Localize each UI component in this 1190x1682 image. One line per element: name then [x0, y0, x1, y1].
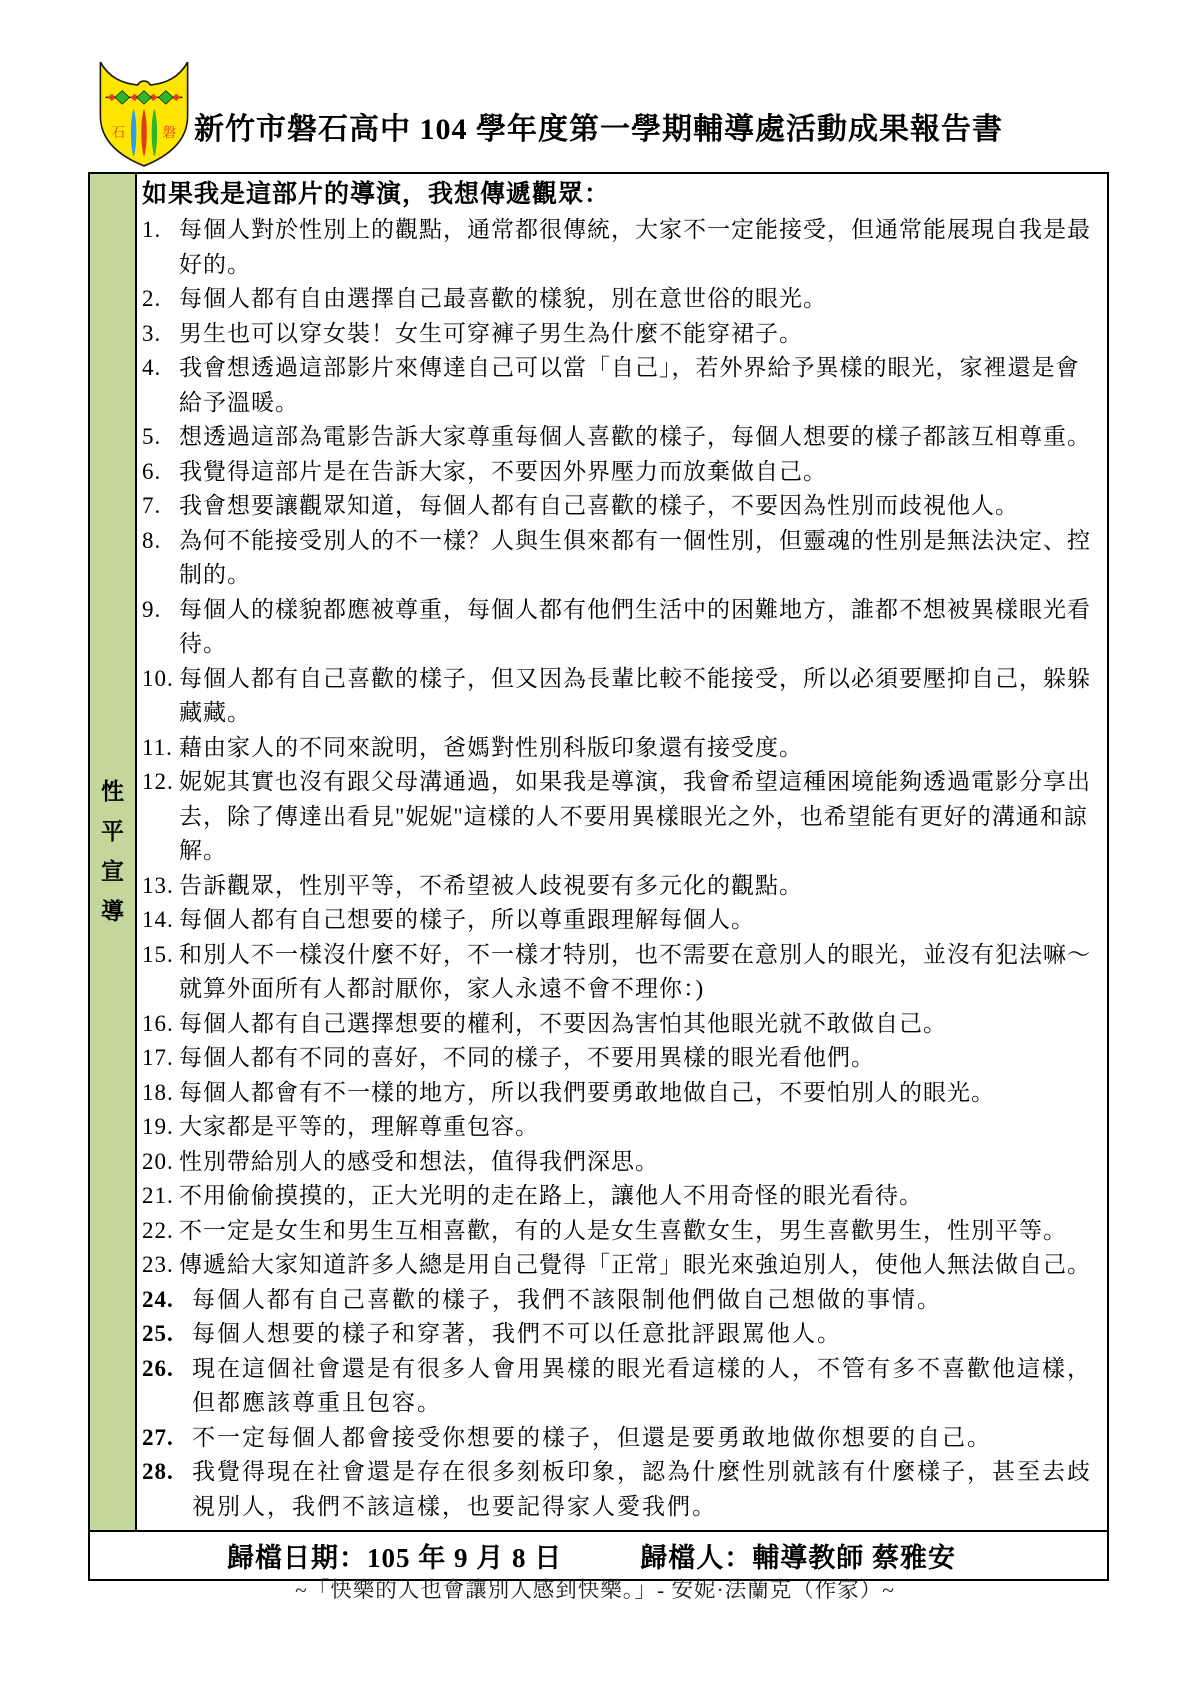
item-number: 18.	[142, 1079, 174, 1105]
content-heading: 如果我是這部片的導演，我想傳遞觀眾：	[142, 181, 611, 208]
item-number: 9.	[142, 596, 162, 622]
list-item	[142, 1076, 1101, 1111]
footer-quote: ~「快樂的人也會讓別人感到快樂。」- 安妮·法蘭克（作家）~	[295, 1578, 895, 1602]
item-text: 告訴觀眾，性別平等，不希望被人歧視要有多元化的觀點。	[179, 872, 803, 898]
item-number: 21.	[142, 1183, 174, 1208]
list-item	[142, 1214, 1101, 1249]
item-number: 22.	[142, 1217, 174, 1243]
item-text: 我覺得現在社會還是存在很多刻板印象，認為什麼性別就該有什麼樣子，甚至去歧視別人，我們不該這樣，也要記得家人愛我們。	[192, 1459, 1092, 1519]
item-text: 男生也可以穿女裝！女生可穿褲子男生為什麼不能穿裙子。	[179, 320, 803, 346]
item-number: 15.	[142, 941, 174, 967]
item-text: 我會想透過這部影片來傳達自己可以當「自己」，若外界給予異樣的眼光，家裡還是會給予溫暖。	[179, 355, 1080, 415]
list-item	[142, 213, 1101, 282]
item-text: 傳遞給大家知道許多人總是用自己覺得「正常」眼光來強迫別人，使他人無法做自己。	[179, 1252, 1091, 1277]
item-number: 27.	[142, 1424, 174, 1450]
list-item	[142, 317, 1101, 352]
list-item	[142, 282, 1101, 317]
item-text: 每個人都有自由選擇自己最喜歡的樣貌，別在意世俗的眼光。	[179, 286, 827, 311]
filing-date: 歸檔日期：105 年 9 月 8 日	[227, 1543, 563, 1573]
list-item	[142, 1421, 1101, 1456]
list-item	[142, 1110, 1101, 1145]
item-text: 我會想要讓觀眾知道，每個人都有自己喜歡的樣子，不要因為性別而歧視他人。	[179, 493, 1019, 518]
item-text: 藉由家人的不同來說明，爸媽對性別科版印象還有接受度。	[179, 734, 803, 760]
item-text: 妮妮其實也沒有跟父母溝通過，如果我是導演，我會希望這種困境能夠透過電影分享出去，除了傳達出看見"妮妮"這樣的人不要用異樣眼光之外，也希望能有更好的溝通和諒解。	[179, 769, 1091, 863]
item-text: 不用偷偷摸摸的，正大光明的走在路上，讓他人不用奇怪的眼光看待。	[179, 1183, 923, 1208]
item-number: 2.	[142, 286, 162, 311]
list-item	[142, 731, 1101, 766]
item-text: 每個人都有自己選擇想要的權利，不要因為害怕其他眼光就不敢做自己。	[179, 1010, 947, 1036]
item-text: 每個人都有不同的喜好，不同的樣子，不要用異樣的眼光看他們。	[179, 1045, 875, 1070]
category-label: 性平宣導	[101, 778, 124, 925]
item-text: 每個人的樣貌都應被尊重，每個人都有他們生活中的困難地方，誰都不想被異樣眼光看待。	[179, 596, 1091, 656]
item-number: 24.	[142, 1286, 174, 1312]
item-text: 每個人對於性別上的觀點，通常都很傳統，大家不一定能接受，但通常能展現自我是最好的。	[179, 217, 1091, 277]
list-item	[142, 1179, 1101, 1214]
item-number: 8.	[142, 527, 162, 553]
item-text: 每個人都會有不一樣的地方，所以我們要勇敢地做自己，不要怕別人的眼光。	[179, 1079, 995, 1105]
list-item	[142, 489, 1101, 524]
list-item	[142, 524, 1101, 593]
item-text: 為何不能接受別人的不一樣？人與生俱來都有一個性別，但靈魂的性別是無法決定、控制的。	[179, 527, 1091, 587]
item-text: 想透過這部為電影告訴大家尊重每個人喜歡的樣子，每個人想要的樣子都該互相尊重。	[179, 424, 1091, 449]
item-number: 5.	[142, 424, 162, 449]
item-number: 28.	[142, 1459, 174, 1484]
item-number: 25.	[142, 1321, 174, 1346]
list-item	[142, 1248, 1101, 1283]
filing-row	[90, 1532, 1107, 1579]
item-number: 12.	[142, 769, 174, 794]
list-item	[142, 765, 1101, 869]
item-text: 和別人不一樣沒什麼不好，不一樣才特別，也不需要在意別人的眼光，並沒有犯法嘛～就算外面所有人都討厭你，家人永遠不會不理你：)	[179, 941, 1091, 1001]
item-number: 13.	[142, 872, 174, 898]
item-number: 1.	[142, 217, 162, 242]
item-number: 10.	[142, 665, 174, 691]
response-list	[142, 213, 1101, 1524]
item-text: 每個人都有自己喜歡的樣子，我們不該限制他們做自己想做的事情。	[192, 1286, 942, 1312]
item-number: 17.	[142, 1045, 174, 1070]
item-text: 每個人想要的樣子和穿著，我們不可以任意批評跟罵他人。	[192, 1321, 842, 1346]
logo-right-char: 磐	[162, 124, 177, 140]
report-table	[88, 172, 1109, 1581]
item-text: 每個人都有自己喜歡的樣子，但又因為長輩比較不能接受，所以必須要壓抑自己，躲躲藏藏。	[179, 665, 1091, 725]
list-item	[142, 1283, 1101, 1318]
page-title: 新竹市磐石高中 104 學年度第一學期輔導處活動成果報告書	[194, 113, 1003, 146]
list-item	[142, 1352, 1101, 1421]
list-item	[142, 351, 1101, 420]
item-number: 26.	[142, 1355, 174, 1381]
list-item	[142, 1145, 1101, 1180]
item-text: 每個人都有自己想要的樣子，所以尊重跟理解每個人。	[179, 907, 755, 932]
item-number: 16.	[142, 1010, 174, 1036]
item-text: 現在這個社會還是有很多人會用異樣的眼光看這樣的人，不管有多不喜歡他這樣，但都應該尊重且包容。	[192, 1355, 1092, 1415]
item-text: 不一定每個人都會接受你想要的樣子，但還是要勇敢地做你想要的自己。	[192, 1424, 992, 1450]
item-number: 4.	[142, 355, 162, 380]
logo-left-char: 石	[111, 124, 126, 140]
category-cell	[90, 174, 137, 1530]
list-item	[142, 1455, 1101, 1524]
item-text: 大家都是平等的，理解尊重包容。	[179, 1114, 539, 1139]
item-number: 7.	[142, 493, 162, 518]
item-number: 14.	[142, 907, 174, 932]
list-item	[142, 662, 1101, 731]
list-item	[142, 869, 1101, 904]
item-text: 不一定是女生和男生互相喜歡，有的人是女生喜歡女生，男生喜歡男生，性別平等。	[179, 1217, 1067, 1243]
report-main-row	[90, 174, 1107, 1532]
school-logo-icon	[94, 60, 194, 168]
item-number: 23.	[142, 1252, 174, 1277]
list-item	[142, 1317, 1101, 1352]
content-cell	[137, 174, 1107, 1530]
item-text: 我覺得這部片是在告訴大家，不要因外界壓力而放棄做自己。	[179, 458, 827, 484]
list-item	[142, 938, 1101, 1007]
item-number: 20.	[142, 1148, 174, 1174]
report-header	[0, 58, 1190, 170]
list-item	[142, 1041, 1101, 1076]
item-number: 19.	[142, 1114, 174, 1139]
list-item	[142, 455, 1101, 490]
item-number: 6.	[142, 458, 162, 484]
list-item	[142, 420, 1101, 455]
item-text: 性別帶給別人的感受和想法，值得我們深思。	[179, 1148, 659, 1174]
list-item	[142, 903, 1101, 938]
item-number: 3.	[142, 320, 162, 346]
list-item	[142, 1007, 1101, 1042]
list-item	[142, 593, 1101, 662]
filing-person: 歸檔人：輔導教師 蔡雅安	[640, 1543, 956, 1573]
item-number: 11.	[142, 734, 173, 760]
